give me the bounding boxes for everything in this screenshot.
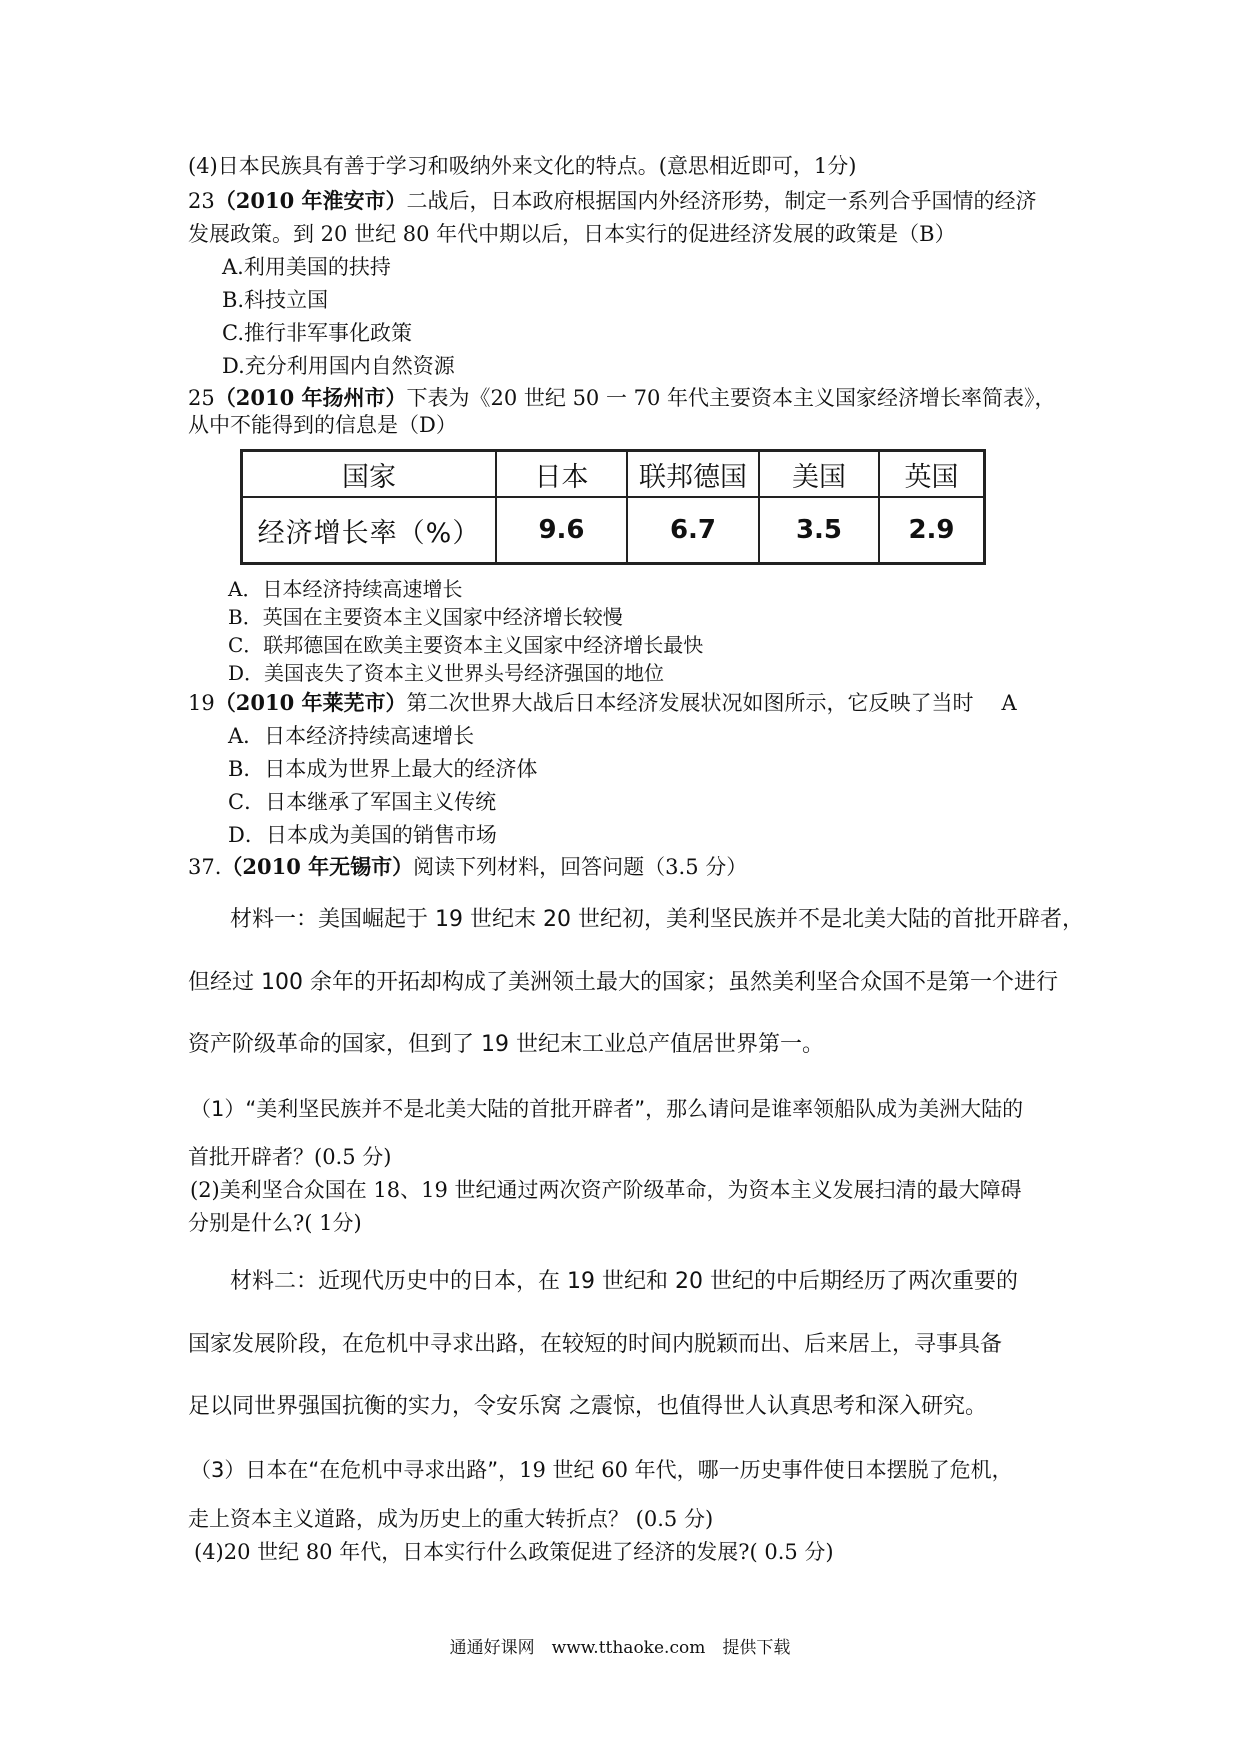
table-row [242,497,985,564]
q25-option-c: C．联邦德国在欧美主要资本主义国家中经济增长最快 [228,633,704,657]
q37-stem-text: 阅读下列材料，回答问题（3.5 分） [413,855,748,879]
q19-option-c: C．日本继承了军国主义传统 [228,790,497,814]
q37-source: （2010 年无锡市） [221,854,414,879]
q37-sub3 [190,1456,1013,1484]
q25-option-a: A．日本经济持续高速增长 [228,577,463,601]
q37-sub1 [190,1095,1023,1123]
q23-option-c: C.推行非军事化政策 [222,321,412,345]
material-2-line3: 足以同世界强国抗衡的实力，令安乐窝 之震惊，也值得世人认真思考和深入研究。 [188,1394,987,1419]
q37-sub1-text: 那么请问是谁率领船队成为美洲大陆的 [666,1097,1024,1121]
q37-sub1-prefix: （1） [190,1097,246,1121]
page-footer: 通通好课网 www.tthaoke.com 提供下载 [449,1638,791,1658]
q19-number: 19 [188,691,215,715]
q37-sub1-quote: “美利坚民族并不是北美大陆的首批开辟者”， [245,1097,667,1121]
q23-source: （2010 年淮安市） [214,188,407,213]
q19-stem [188,689,1017,717]
table-header-row [242,451,985,498]
table-header-cell: 日本 [496,451,627,498]
q23-stem-text: 二战后，日本政府根据国内外经济形势，制定一系列合乎国情的经济 [406,189,1037,213]
q23-number: 23 [188,189,215,213]
table-header-cell: 国家 [242,451,497,498]
q25-stem-text: 下表为《20 世纪 50 一 70 年代主要资本主义国家经济增长率简表》， [406,386,1056,410]
q23-option-d: D.充分利用国内自然资源 [222,354,455,378]
q37-sub1-line2: 首批开辟者？(0.5 分) [188,1145,392,1169]
table-header-cell: 联邦德国 [627,451,759,498]
q23-option-b: B.科技立国 [222,288,329,312]
material-1-line1: 材料一：美国崛起于 19 世纪末 20 世纪初，美利坚民族并不是北美大陆的首批开辟者， [230,907,1084,932]
table-cell: 经济增长率（%） [242,497,497,564]
q23-stem-line2: 发展政策。到 20 世纪 80 年代中期以后，日本实行的促进经济发展的政策是（B） [188,222,956,246]
q25-source: （2010 年扬州市） [214,385,407,410]
q25-option-b: B．英国在主要资本主义国家中经济增长较慢 [228,605,623,629]
q23-option-a: A.利用美国的扶持 [222,255,391,279]
q23-stem-line1 [188,187,1037,215]
q19-option-a: A．日本经济持续高速增长 [228,724,475,748]
q37-stem [188,853,747,881]
q19-source: （2010 年莱芜市） [214,690,407,715]
q19-stem-text: 第二次世界大战后日本经济发展状况如图所示，它反映了当时 [406,691,974,715]
material-2-line2: 国家发展阶段，在危机中寻求出路，在较短的时间内脱颖而出、后来居上，寻事具备 [188,1332,1003,1357]
q37-sub2-line1: (2)美利坚合众国在 18、19 世纪通过两次资产阶级革命，为资本主义发展扫清的最大障碍 [190,1178,1022,1202]
q37-sub3-quote: “在危机中寻求出路”， [308,1458,520,1482]
material-2-line1: 材料二：近现代历史中的日本，在 19 世纪和 20 世纪的中后期经历了两次重要的 [230,1269,1018,1294]
q19-option-d: D．日本成为美国的销售市场 [228,823,497,847]
table-cell: 9.6 [496,497,627,564]
q19-option-b: B．日本成为世界上最大的经济体 [228,757,538,781]
q37-sub4: (4)20 世纪 80 年代，日本实行什么政策促进了经济的发展?( 0.5 分) [194,1540,834,1564]
q19-answer: A [1001,691,1017,715]
q37-sub2-line2: 分别是什么?( 1分) [188,1211,362,1235]
material-1-line2: 但经过 100 余年的开拓却构成了美洲领土最大的国家；虽然美利坚合众国不是第一个进行 [188,970,1058,995]
q37-sub3-text: 19 世纪 60 年代，哪一历史事件使日本摆脱了危机， [519,1458,1013,1482]
q25-number: 25 [188,386,215,410]
q37-sub3-prefix: （3）日本在 [190,1458,309,1482]
q37-sub3-line2: 走上资本主义道路，成为历史上的重大转折点？ (0.5 分) [188,1507,714,1531]
table-cell: 3.5 [759,497,879,564]
q22-answer-4: (4)日本民族具有善于学习和吸纳外来文化的特点。(意思相近即可，1分) [188,154,857,178]
table-cell: 2.9 [879,497,985,564]
q25-stem-line1 [188,384,1056,412]
table-cell: 6.7 [627,497,759,564]
table-header-cell: 美国 [759,451,879,498]
q25-stem-line2: 从中不能得到的信息是（D） [188,413,457,437]
table-header-cell: 英国 [879,451,985,498]
q37-number: 37. [188,855,222,879]
q25-option-d: D．美国丧失了资本主义世界头号经济强国的地位 [228,661,665,685]
material-1-line3: 资产阶级革命的国家，但到了 19 世纪末工业总产值居世界第一。 [188,1032,824,1057]
growth-rate-table [240,449,986,565]
